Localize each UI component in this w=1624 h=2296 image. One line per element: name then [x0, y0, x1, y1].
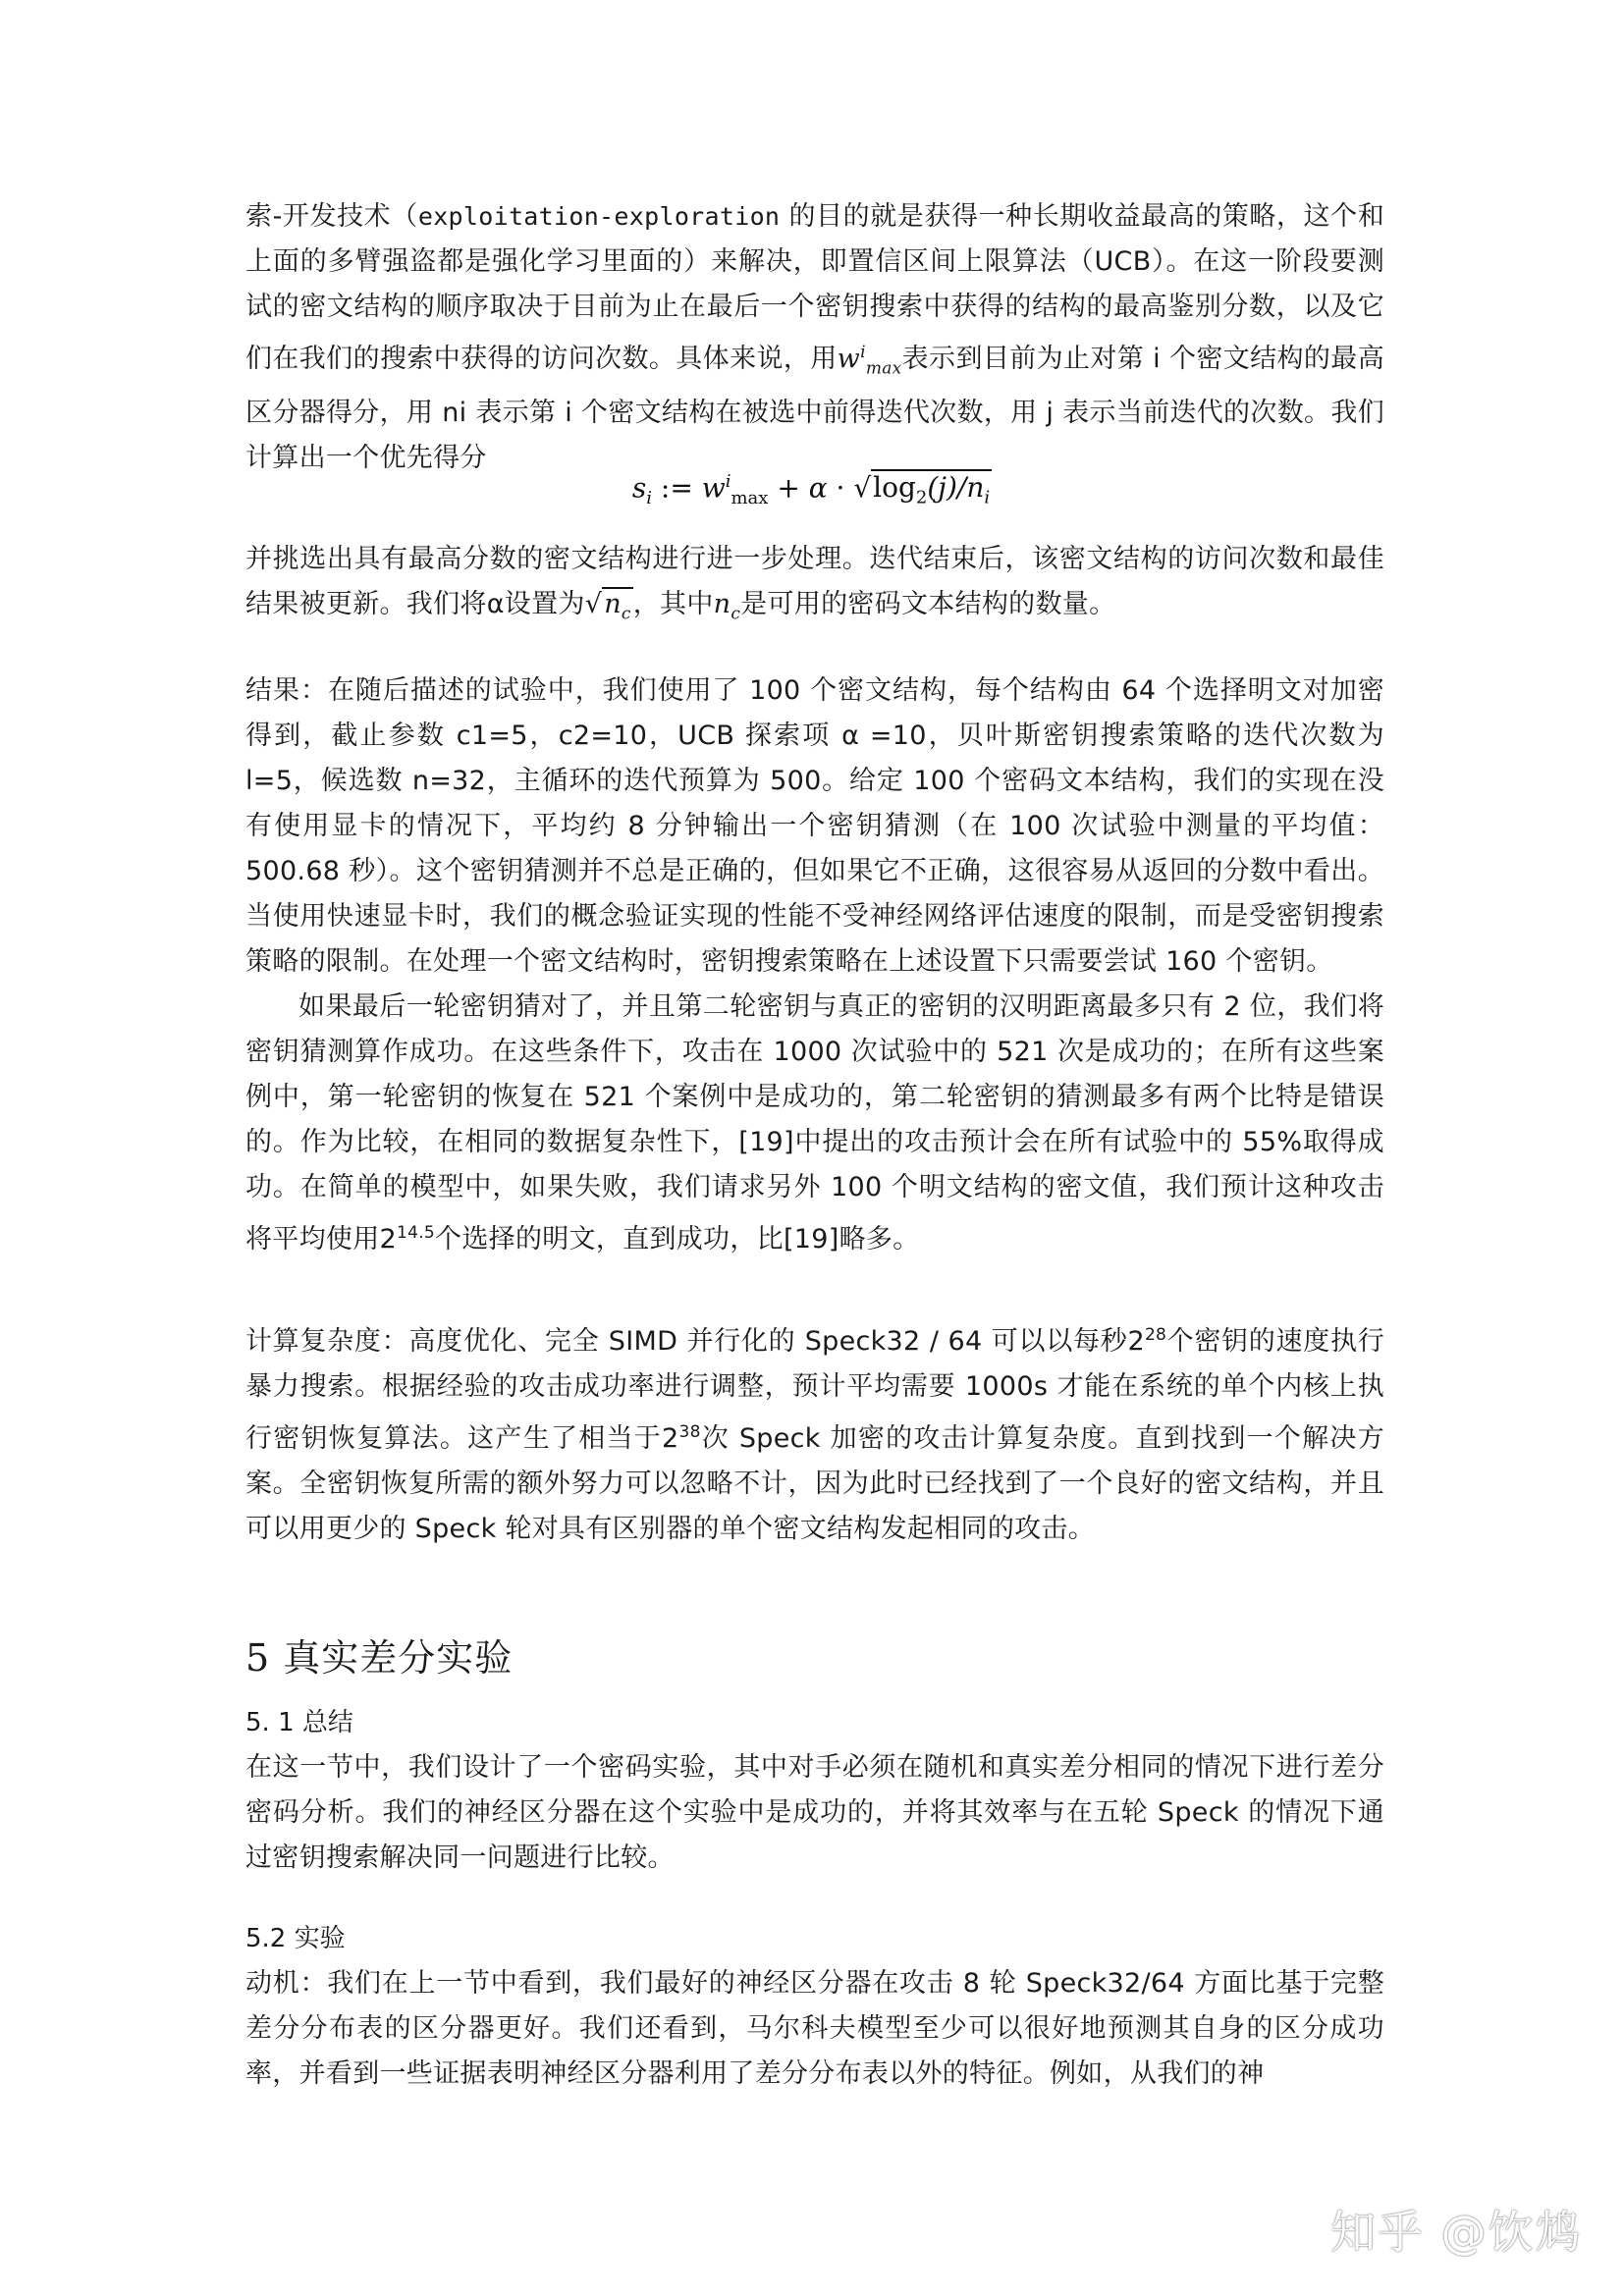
alpha-setting-paragraph — [245, 537, 1384, 636]
priority-score-formula: $s_i$ := $w^i_{max} + \alpha \cdot √\log_2(j)/n_i$ — [631, 471, 991, 508]
intro-code: exploitation-exploration — [417, 202, 781, 231]
nc-symbol — [713, 589, 741, 624]
complexity-base2: 2 — [662, 1423, 679, 1454]
formula-w: w — [701, 471, 726, 505]
complexity-base1: 2 — [1127, 1326, 1145, 1357]
subsection-experiment-title: 5.2 实验 — [245, 1924, 346, 1953]
section-heading: 5 真实差分实验 — [245, 1636, 514, 1680]
results-paragraph-2 — [245, 985, 1384, 1262]
complexity-exp2: 38 — [678, 1422, 701, 1442]
intro-text-1: 索-开发技术（ — [245, 201, 418, 232]
subsection-experiment-text: 动机：我们在上一节中看到，我们最好的神经区分器在攻击 8 轮 Speck32/64 方面比基于完整差分分布表的区分器更好。我们还看到，马尔科夫模型至少可以很好地预测其自身的区分成功率，并看到一些证据表明神经区分器利用了差分分布表以外的特征。例如，从我们的神 — [245, 1968, 1384, 2089]
complexity-text-2: 个密钥的速度执行暴力搜索。根据经验的攻击成功率进行调整，预计平均需要 1000s 才能在系统的单个内核上执行密钥恢复算法。这产生了相当于 — [245, 1326, 1384, 1454]
complexity-text-3: 次 Speck 加密的攻击计算复杂度。直到找到一个解决方案。全密钥恢复所需的额外努力可以忽略不计，因为此时已经找到了一个良好的密文结构，并且可以用更少的 Speck 轮对具有区别器的单个密文结构发起相同的攻击。 — [245, 1423, 1384, 1544]
results-block — [245, 668, 1384, 1262]
results2-exp: 14.5 — [396, 1223, 436, 1243]
w-sub: max — [865, 358, 902, 379]
results2-text-2: 个选择的明文，直到成功，比[19]略多。 — [435, 1224, 920, 1255]
formula-s-sub: i — [646, 487, 652, 508]
alpha-setting-block — [245, 537, 1384, 636]
after-text-2: ，其中 — [632, 589, 714, 619]
after-text-3: 是可用的密码文本结构的数量。 — [740, 589, 1116, 619]
formula-log-sub: 2 — [915, 487, 928, 508]
sqrt-n: n — [604, 589, 622, 619]
intro-text-3: 表示到目前为止对第 i 个密文结构的最高区分器得分，用 ni 表示第 i 个密文结构在被选中前得迭代次数，用 j 表示当前迭代的次数。我们计算出一个优先得分 — [245, 344, 1384, 474]
w-sup: i — [860, 343, 866, 362]
results2-text-1: 如果最后一轮密钥猜对了，并且第二轮密钥与真正的密钥的汉明距离最多只有 2 位，我们将密钥猜测算作成功。在这些条件下，攻击在 1000 次试验中的 521 次是成功的；在所有这些案例中，第一轮密钥的恢复在 521 个案例中是成功的，第二轮密钥的猜测最多有两个比特是错误的。作为比较，在相同的数据复杂性下，[19]中提出的攻击预计会在所有试验中的 55%取得成功。在简单的模型中，如果失败，我们请求另外 100 个明文结构的密文值，我们预计这种攻击将平均使用 — [245, 991, 1384, 1255]
results2-base: 2 — [379, 1224, 397, 1255]
formula-w-sup: i — [725, 471, 731, 492]
w-base: w — [837, 344, 861, 374]
intro-text-2: 的目的就是获得一种长期收益最高的策略，这个和上面的多臂强盗都是强化学习里面的）来解决，即置信区间上限算法（UCB）。在这一阶段要测试的密文结构的顺序取决于目前为止在最后一个密钥搜索中获得的结构的最高鉴别分数，以及它们在我们的搜索中获得的访问次数。具体来说，用 — [245, 201, 1385, 374]
formula-assign: := — [660, 471, 693, 505]
subsection-summary-title: 5. 1 总结 — [245, 1708, 353, 1737]
formula-s: s — [631, 471, 647, 505]
sqrt-n-sub: c — [621, 604, 631, 624]
results-paragraph-1: 结果：在随后描述的试验中，我们使用了 100 个密文结构，每个结构由 64 个选择明文对加密得到，截止参数 c1=5，c2=10，UCB 探索项 α =10，贝叶斯密钥搜索策略的迭代次数为 l=5，候选数 n=32，主循环的迭代预算为 500。给定 100 个密码文本结构，我们的实现在没有使用显卡的情况下，平均约 8 分钟输出一个密钥猜测（在 100 次试验中测量的平均值：500.68 秒）。这个密钥猜测并不总是正确的，但如果它不正确，这很容易从返回的分数中看出。当使用快速显卡时，我们的概念验证实现的性能不受神经网络评估速度的限制，而是受密钥搜索策略的限制。在处理一个密文结构时，密钥搜索策略在上述设置下只需要尝试 160 个密钥。 — [245, 675, 1384, 977]
nc-n: n — [713, 589, 731, 619]
complexity-text-1: 计算复杂度：高度优化、完全 SIMD 并行化的 Speck32 / 64 可以以每秒 — [245, 1326, 1128, 1357]
formula-plus: + — [777, 471, 800, 505]
summary-block — [245, 1700, 1384, 1881]
sqrt-nc-symbol: $√n_c$ — [584, 589, 631, 624]
formula-w-sub: max — [731, 487, 769, 508]
formula-arg-sub: i — [984, 487, 991, 508]
complexity-paragraph — [245, 1312, 1384, 1552]
after-text-1: 并挑选出具有最高分数的密文结构进行进一步处理。迭代结束后，该密文结构的访问次数和最佳结果被更新。我们将α设置为 — [245, 544, 1384, 619]
intro-paragraph-block — [245, 194, 1384, 481]
formula-alpha: α — [808, 471, 828, 505]
formula-arg: (j)/n — [927, 471, 985, 505]
subsection-summary-text: 在这一节中，我们设计了一个密码实验，其中对手必须在随机和真实差分相同的情况下进行差分密码分析。我们的神经区分器在这个实验中是成功的，并将其效率与在五轮 Speck 的情况下通过密钥搜索解决同一问题进行比较。 — [245, 1752, 1384, 1873]
intro-paragraph — [245, 194, 1384, 481]
complexity-block — [245, 1312, 1384, 1552]
nc-sub: c — [731, 604, 741, 624]
experiment-block — [245, 1916, 1384, 2097]
w-max-symbol — [837, 343, 902, 379]
complexity-exp1: 28 — [1144, 1325, 1167, 1345]
formula-sqrt — [871, 469, 992, 508]
watermark-text: 知乎 @饮鸩 — [1330, 2206, 1583, 2259]
formula-dot: · — [836, 471, 845, 505]
formula-log: log — [873, 471, 916, 505]
